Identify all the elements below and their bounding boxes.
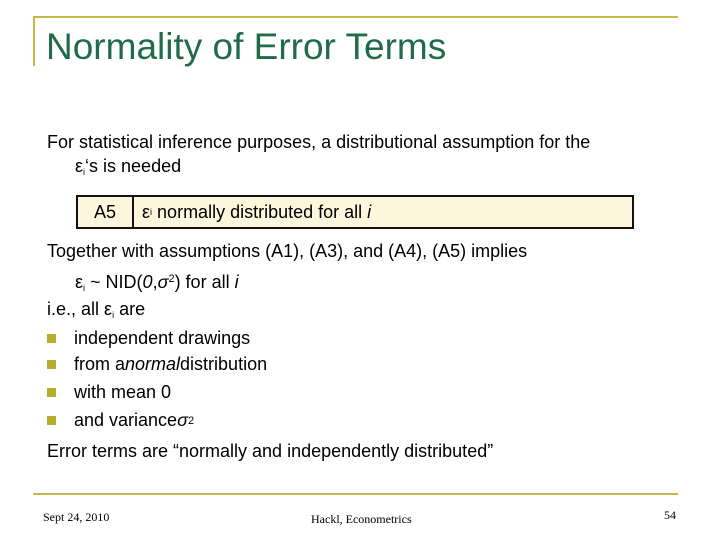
square-bullet-icon xyxy=(47,360,56,369)
list-item: from a normal distribution xyxy=(47,354,267,375)
square-bullet-icon xyxy=(47,416,56,425)
list-item: and variance σ 2 xyxy=(47,410,194,431)
assumption-box xyxy=(76,195,634,229)
nid-line: $\varepsilon_i$ ~ $NID(0,\sigma^2)$ for all i xyxy=(75,272,239,293)
footer-divider xyxy=(33,493,678,495)
assumption-text: ε i normally distributed for all i xyxy=(142,201,372,222)
together-line-1: Together with assumptions (A1), (A3), and (A4), (A5) implies xyxy=(47,241,528,261)
intro-line-1: For statistical inference purposes, a distributional assumption for the xyxy=(47,132,591,152)
frame-left-line xyxy=(33,16,35,66)
intro-line-2: $\varepsilon_i‘s$ is needed xyxy=(75,156,182,177)
list-item: with mean 0 xyxy=(47,382,171,403)
assumption-code: A5 xyxy=(78,197,134,227)
conclusion-line: Error terms are “normally and independently distributed” xyxy=(47,441,494,461)
ie-line: i.e., all $\varepsilon_i$ are xyxy=(47,299,146,320)
frame-top-line xyxy=(33,16,678,18)
list-item: independent drawings xyxy=(47,328,250,349)
square-bullet-icon xyxy=(47,334,56,343)
slide-title: Normality of Error Terms xyxy=(46,26,447,67)
footer-author: Hackl, Econometrics xyxy=(311,512,412,526)
footer-date: Sept 24, 2010 xyxy=(43,510,110,524)
page-number: 54 xyxy=(664,508,676,522)
square-bullet-icon xyxy=(47,388,56,397)
